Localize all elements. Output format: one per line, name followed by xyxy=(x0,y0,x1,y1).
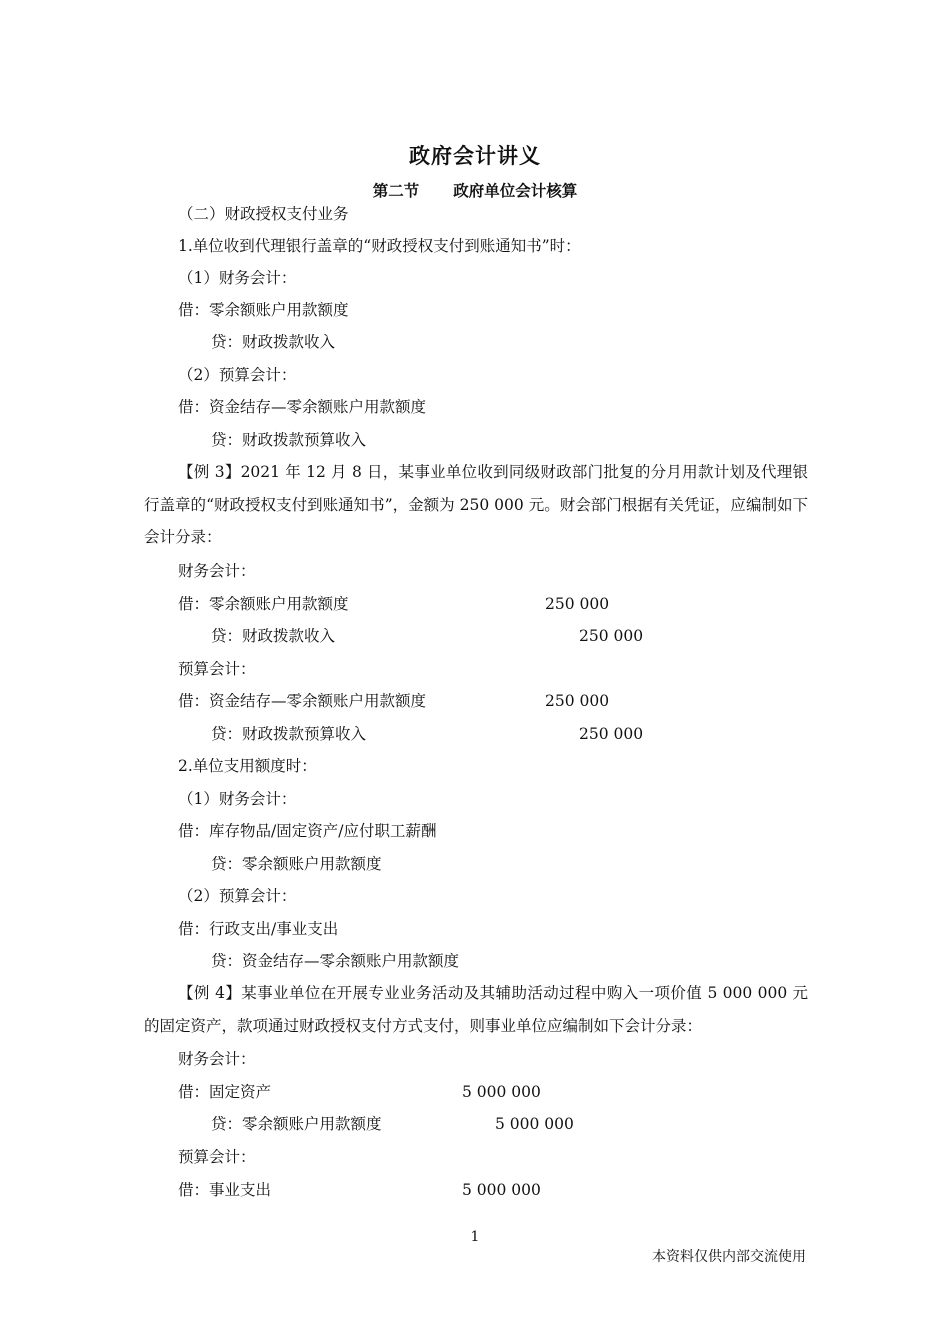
budget-accounting-label: （2）预算会计： xyxy=(178,887,297,905)
credit-amount: 5 000 000 xyxy=(495,1115,574,1133)
debit-amount: 250 000 xyxy=(545,692,610,710)
credit-line: 贷：财政拨款预算收入 xyxy=(211,725,367,743)
budget-accounting-label: 预算会计： xyxy=(178,660,256,678)
financial-accounting-label: 财务会计： xyxy=(178,562,256,580)
credit-line: 贷：资金结存—零余额账户用款额度 xyxy=(211,952,460,970)
credit-line: 贷：财政拨款预算收入 xyxy=(211,431,367,449)
budget-accounting-label: （2）预算会计： xyxy=(178,366,297,384)
debit-line: 借：零余额账户用款额度 xyxy=(178,595,349,613)
footer-note: 本资料仅供内部交流使用 xyxy=(652,1249,806,1265)
credit-line: 贷：零余额账户用款额度 xyxy=(211,855,382,873)
subheading-authorized-payment: （二）财政授权支付业务 xyxy=(178,205,349,223)
debit-line: 借：资金结存—零余额账户用款额度 xyxy=(178,398,427,416)
debit-amount: 5 000 000 xyxy=(462,1083,541,1101)
page-title: 政府会计讲义 xyxy=(409,143,541,168)
credit-amount: 250 000 xyxy=(579,627,644,645)
item-1-heading: 1.单位收到代理银行盖章的“财政授权支付到账通知书”时： xyxy=(178,237,581,255)
financial-accounting-label: 财务会计： xyxy=(178,1050,256,1068)
credit-line: 贷：财政拨款收入 xyxy=(211,627,336,645)
credit-amount: 250 000 xyxy=(579,725,644,743)
budget-accounting-label: 预算会计： xyxy=(178,1148,256,1166)
debit-line: 借：行政支出/事业支出 xyxy=(178,920,339,938)
debit-line: 借：零余额账户用款额度 xyxy=(178,301,349,319)
section-label: 第二节 xyxy=(372,181,420,200)
debit-amount: 250 000 xyxy=(545,595,610,613)
credit-line: 贷：财政拨款收入 xyxy=(211,333,336,351)
page-number: 1 xyxy=(470,1229,480,1245)
debit-line: 借：资金结存—零余额账户用款额度 xyxy=(178,692,427,710)
credit-line: 贷：零余额账户用款额度 xyxy=(211,1115,382,1133)
debit-amount: 5 000 000 xyxy=(462,1181,541,1199)
financial-accounting-label: （1）财务会计： xyxy=(178,269,297,287)
example-3-paragraph: 【例 3】2021 年 12 月 8 日，某事业单位收到同级财政部门批复的分月用款计划及代理银行盖章的“财政授权支付到账通知书”，金额为 250 000 元。财会部门根据有关凭证，应编制如下会计分录： xyxy=(144,463,808,547)
section-heading xyxy=(0,179,950,201)
debit-line: 借：库存物品/固定资产/应付职工薪酬 xyxy=(178,822,437,840)
debit-line: 借：固定资产 xyxy=(178,1083,272,1101)
section-title: 政府单位会计核算 xyxy=(453,181,578,200)
financial-accounting-label: （1）财务会计： xyxy=(178,790,297,808)
item-2-heading: 2.单位支用额度时： xyxy=(178,757,317,775)
example-4-paragraph: 【例 4】某事业单位在开展专业业务活动及其辅助活动过程中购入一项价值 5 000 000 元的固定资产，款项通过财政授权支付方式支付，则事业单位应编制如下会计分录： xyxy=(144,984,808,1035)
debit-line: 借：事业支出 xyxy=(178,1181,272,1199)
